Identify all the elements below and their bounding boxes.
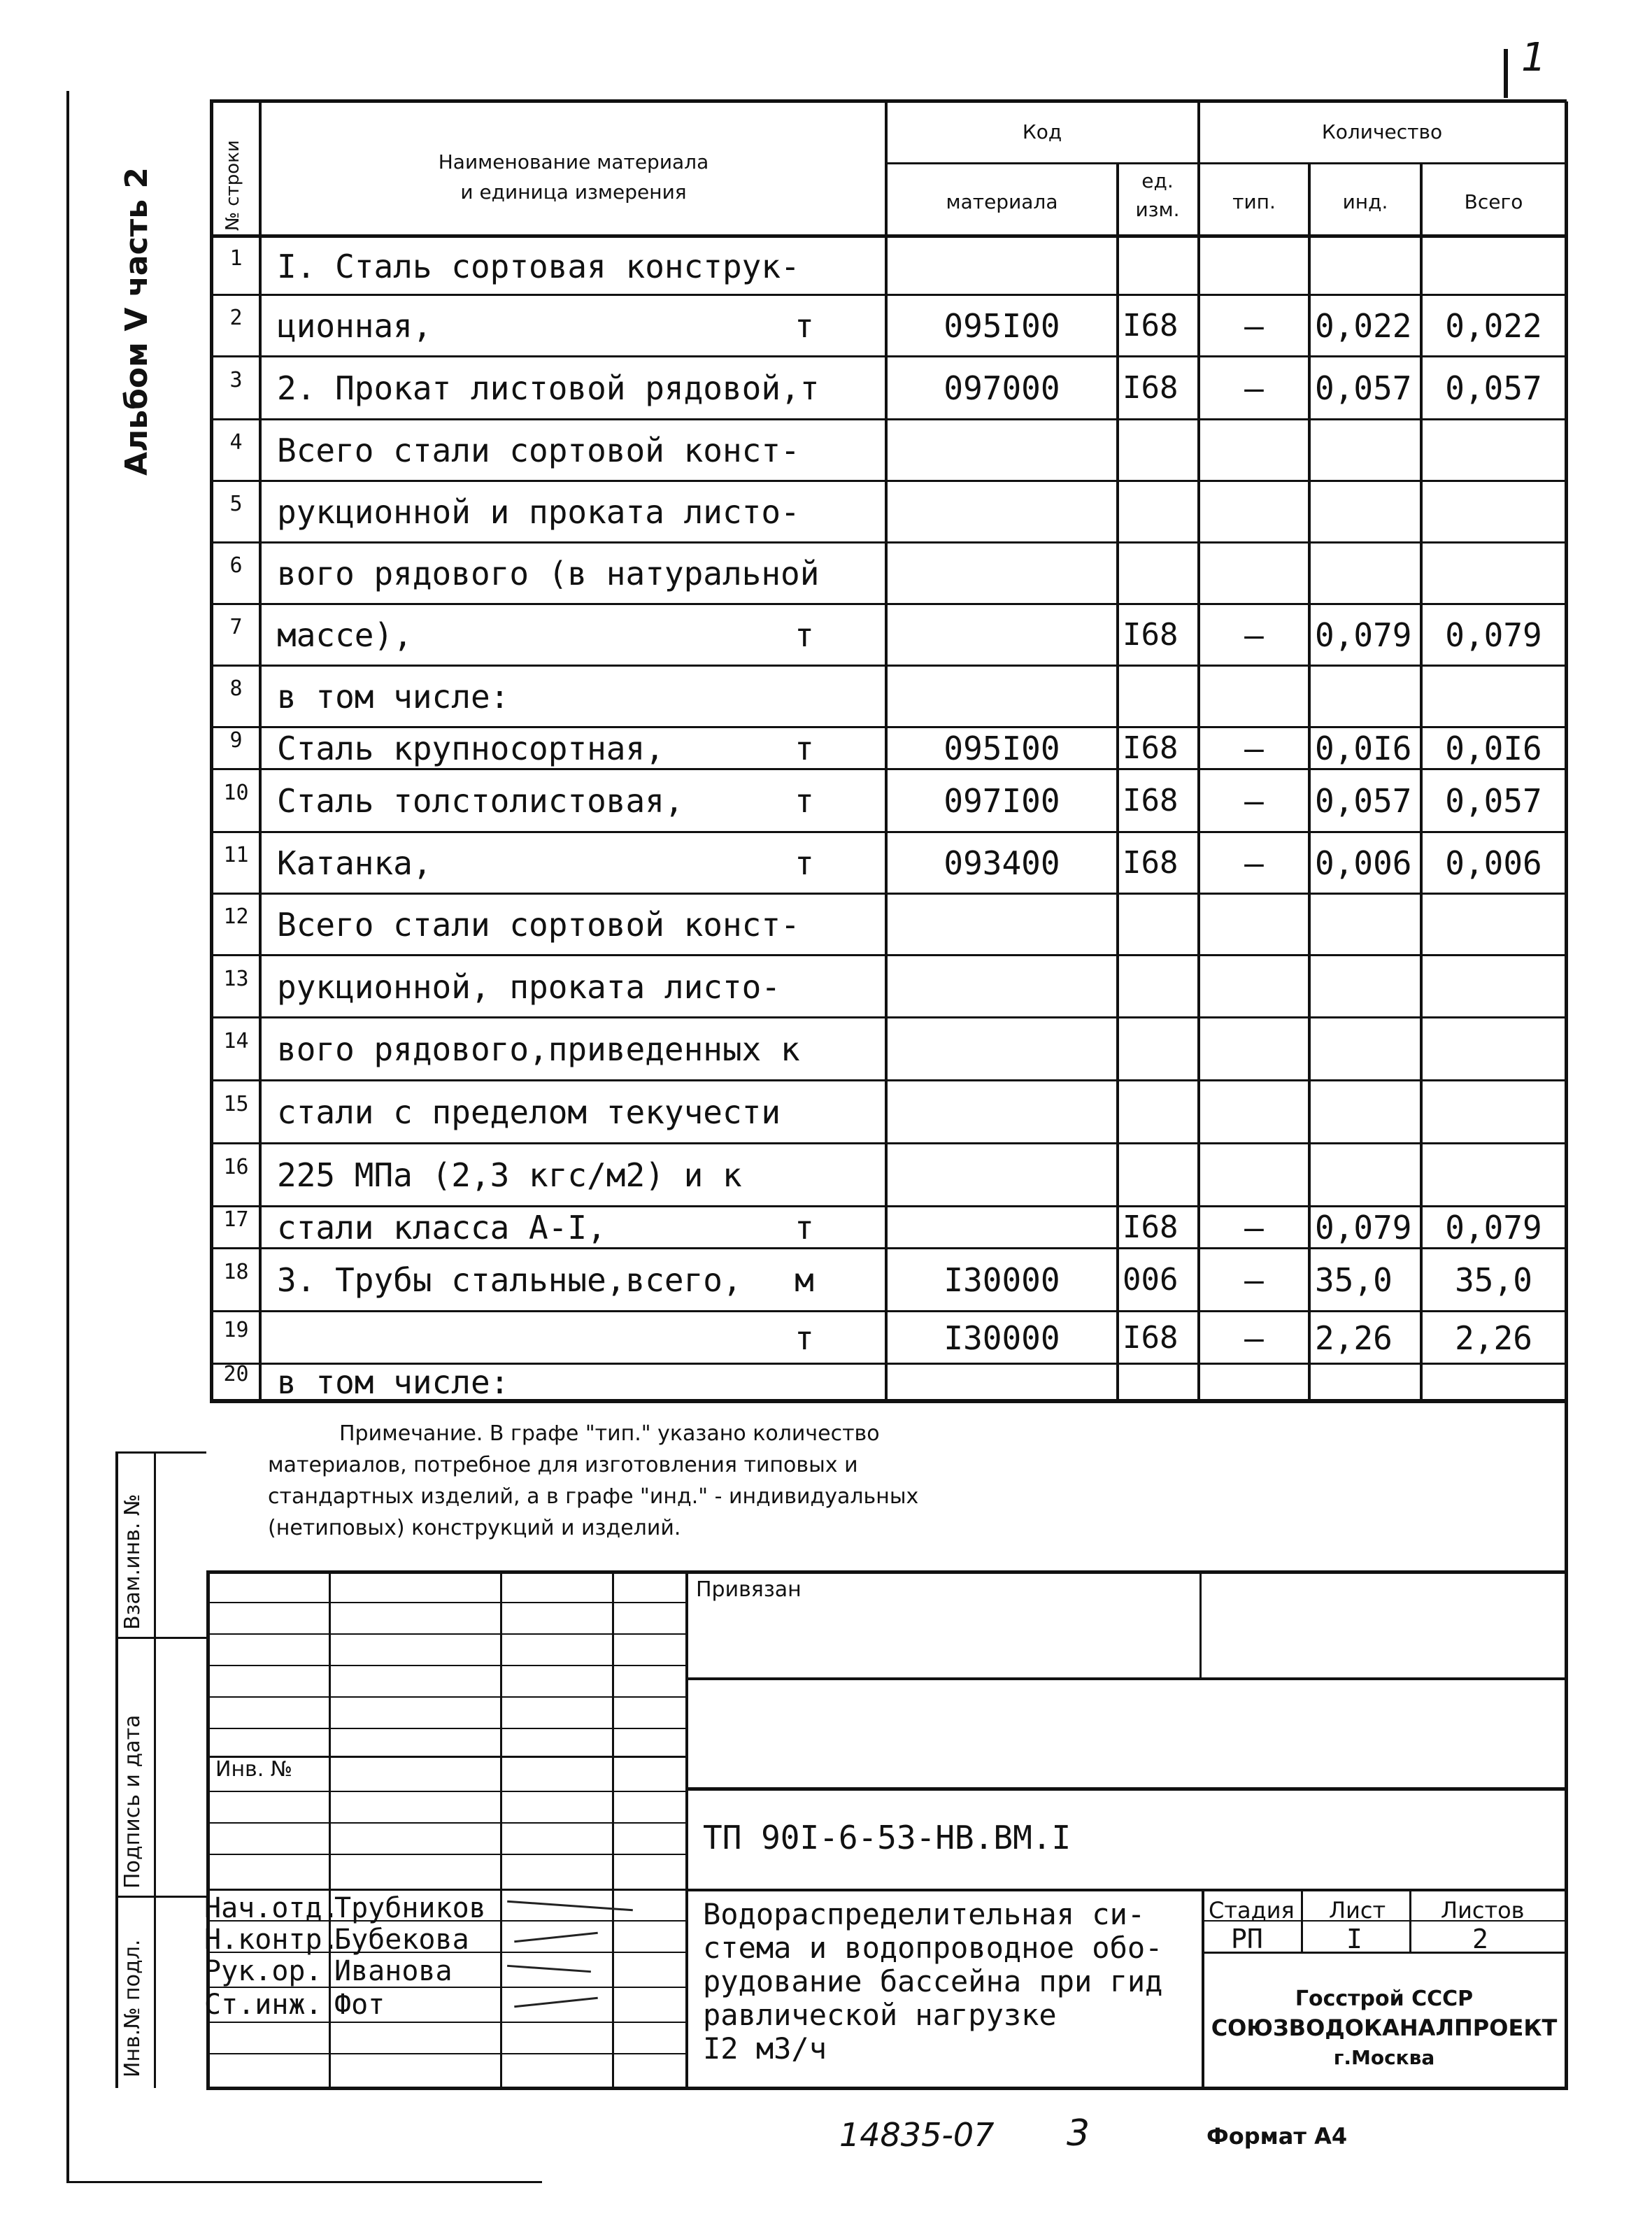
row-u: т (795, 307, 814, 345)
header-code: Код (1022, 120, 1062, 143)
margin-label-sign: Подпись и дата (120, 1714, 145, 1889)
row-code: 095I00 (944, 307, 1060, 345)
row-n: 6 (229, 553, 243, 578)
page-mark-bar (1504, 49, 1508, 98)
row-ind: 35,0 (1315, 1261, 1393, 1299)
org-line-1: Госстрой СССР (1295, 1987, 1474, 2011)
page-mark: 1 (1521, 35, 1546, 80)
row-ind: 0,022 (1315, 307, 1412, 345)
row-code: 097I00 (944, 782, 1060, 820)
signatory-name: Трубников (334, 1892, 486, 1924)
row-code: I30000 (944, 1261, 1060, 1299)
row-name: стали с пределом текучести (277, 1093, 781, 1131)
row-ind: 0,057 (1315, 369, 1412, 407)
row-name: рукционной и проката листо- (277, 493, 800, 531)
signatory-role: Рук.ор. (204, 1955, 322, 1987)
row-ind: 0,079 (1315, 616, 1412, 654)
header-unit-1: ед. (1141, 169, 1174, 192)
signature-scribble (514, 1997, 598, 2008)
row-name: рукционной, проката листо- (277, 968, 781, 1006)
row-name: I. Сталь сортовая конструк- (277, 248, 800, 285)
title-line: рудование бассейна при гид (703, 1964, 1163, 1998)
margin-label-replace: Взам.инв. № (120, 1493, 145, 1630)
row-code: 097000 (944, 369, 1060, 407)
title-line: стема и водопроводное обо- (703, 1931, 1163, 1965)
row-total: 2,26 (1455, 1319, 1532, 1357)
signatory-role: Нач.отд. (204, 1892, 339, 1924)
row-u: т (795, 782, 814, 820)
row-ind: 0,079 (1315, 1209, 1412, 1247)
row-name: вого рядового (в натуральной (277, 555, 820, 592)
margin-label-inv: Инв.№ подл. (120, 1939, 145, 2078)
row-unit: 006 (1123, 1262, 1179, 1298)
stage-value: РП (1231, 1924, 1263, 1954)
row-unit: I68 (1123, 845, 1179, 881)
row-code: I30000 (944, 1319, 1060, 1357)
row-n: 17 (223, 1207, 249, 1232)
header-quantity: Количество (1321, 120, 1443, 143)
signatory-role: Н.контр. (204, 1924, 339, 1956)
row-name: ционная, (277, 307, 432, 345)
row-unit: I68 (1123, 370, 1179, 406)
row-unit: I68 (1123, 783, 1179, 818)
row-n: 19 (223, 1318, 249, 1342)
org-line-3: г.Москва (1333, 2046, 1435, 2069)
row-n: 12 (223, 904, 249, 929)
row-total: 0,022 (1445, 307, 1542, 345)
row-n: 9 (229, 728, 243, 753)
sheet-label: Лист (1329, 1897, 1386, 1924)
row-total: 0,079 (1445, 616, 1542, 654)
org-line-2: СОЮЗВОДОКАНАЛПРОЕКТ (1211, 2015, 1558, 2041)
row-typ: – (1244, 1261, 1264, 1299)
row-name: вого рядового,приведенных к (277, 1030, 800, 1068)
row-unit: I68 (1123, 730, 1179, 766)
row-n: 3 (229, 368, 243, 392)
row-n: 10 (223, 781, 249, 805)
stage-label: Стадия (1209, 1897, 1295, 1924)
row-name: 2. Прокат листовой рядовой,т (277, 369, 820, 407)
row-n: 15 (223, 1092, 249, 1116)
row-total: 0,057 (1445, 369, 1542, 407)
header-typ: тип. (1232, 190, 1276, 213)
row-n: 7 (229, 615, 243, 639)
doc-code: ТП 90I-6-53-НВ.ВМ.I (703, 1819, 1071, 1856)
title-line: Водораспределительная си- (703, 1897, 1146, 1931)
row-typ: – (1244, 844, 1264, 882)
row-typ: – (1244, 616, 1264, 654)
row-name: 225 МПа (2,3 кгс/м2) и к (277, 1156, 742, 1194)
row-name: Сталь толстолистовая, (277, 782, 684, 820)
note-line: Примечание. В графе "тип." указано количество (339, 1421, 880, 1446)
row-name: Катанка, (277, 844, 432, 882)
row-u: т (795, 1319, 814, 1357)
row-n: 11 (223, 843, 249, 867)
row-name: в том числе: (277, 678, 510, 716)
row-name: стали класса А-I, (277, 1209, 606, 1247)
row-unit: I68 (1123, 1320, 1179, 1356)
row-name: Сталь крупносортная, (277, 730, 664, 767)
sheets-value: 2 (1472, 1924, 1488, 1954)
title-line: равлической нагрузке (703, 1998, 1057, 2032)
row-n: 20 (223, 1362, 249, 1386)
privyazan-label: Привязан (696, 1577, 802, 1602)
signatory-role: Ст.инж. (204, 1989, 322, 2021)
note-line: материалов, потребное для изготовления типовых и (268, 1453, 858, 1477)
row-code: 095I00 (944, 730, 1060, 767)
signatory-name: Бубекова (334, 1924, 469, 1956)
row-n: 2 (229, 306, 243, 330)
row-name: в том числе: (277, 1363, 510, 1401)
row-ind: 0,057 (1315, 782, 1412, 820)
row-code: 093400 (944, 844, 1060, 882)
row-typ: – (1244, 307, 1264, 345)
row-ind: 0,0I6 (1315, 730, 1412, 767)
row-typ: – (1244, 730, 1264, 767)
note-line: стандартных изделий, а в графе "инд." - индивидуальных (268, 1484, 919, 1509)
header-unit-2: изм. (1135, 198, 1180, 221)
row-total: 0,006 (1445, 844, 1542, 882)
row-total: 0,0I6 (1445, 730, 1542, 767)
row-u: т (795, 730, 814, 767)
row-n: 5 (229, 492, 243, 516)
signature-scribble (514, 1932, 598, 1943)
row-typ: – (1244, 782, 1264, 820)
title-line: I2 м3/ч (703, 2031, 827, 2066)
row-name: массе), (277, 616, 413, 654)
header-ind: инд. (1342, 190, 1388, 213)
row-ind: 0,006 (1315, 844, 1412, 882)
footer-format: Формат А4 (1206, 2123, 1348, 2150)
row-total: 0,079 (1445, 1209, 1542, 1247)
header-name-2: и единица измерения (460, 180, 687, 204)
header-name-1: Наименование материала (438, 150, 709, 173)
row-u: т (795, 616, 814, 654)
sheets-label: Листов (1441, 1897, 1525, 1924)
footer-number: 14835-07 (839, 2116, 995, 2154)
row-u: м (795, 1261, 814, 1299)
row-ind: 2,26 (1315, 1319, 1393, 1357)
row-u: т (795, 844, 814, 882)
row-n: 14 (223, 1029, 249, 1053)
row-n: 1 (229, 246, 243, 271)
row-typ: – (1244, 369, 1264, 407)
row-name: Всего стали сортовой конст- (277, 432, 800, 469)
side-label: Альбом V часть 2 (119, 167, 155, 476)
header-row-no: № строки (222, 140, 243, 231)
row-u: т (795, 1209, 814, 1247)
row-n: 13 (223, 967, 249, 991)
sheet-value: I (1346, 1924, 1362, 1954)
header-code-material: материала (946, 190, 1058, 213)
row-total: 0,057 (1445, 782, 1542, 820)
row-n: 8 (229, 676, 243, 701)
row-unit: I68 (1123, 617, 1179, 653)
inv-no-label: Инв. № (215, 1757, 293, 1782)
signature-scribble (507, 1965, 591, 1973)
row-typ: – (1244, 1319, 1264, 1357)
row-unit: I68 (1123, 1209, 1179, 1245)
header-total: Всего (1464, 190, 1523, 213)
note-line: (нетиповых) конструкций и изделий. (268, 1516, 681, 1540)
row-name: 3. Трубы стальные,всего, (277, 1261, 742, 1299)
row-total: 35,0 (1455, 1261, 1532, 1299)
signatory-name: Иванова (334, 1955, 453, 1987)
row-n: 18 (223, 1260, 249, 1284)
row-n: 16 (223, 1155, 249, 1179)
signatory-name: Фот (334, 1989, 385, 2021)
row-unit: I68 (1123, 308, 1179, 343)
row-n: 4 (229, 430, 243, 455)
footer-page: 3 (1067, 2112, 1090, 2154)
row-name: Всего стали сортовой конст- (277, 906, 800, 944)
row-typ: – (1244, 1209, 1264, 1247)
